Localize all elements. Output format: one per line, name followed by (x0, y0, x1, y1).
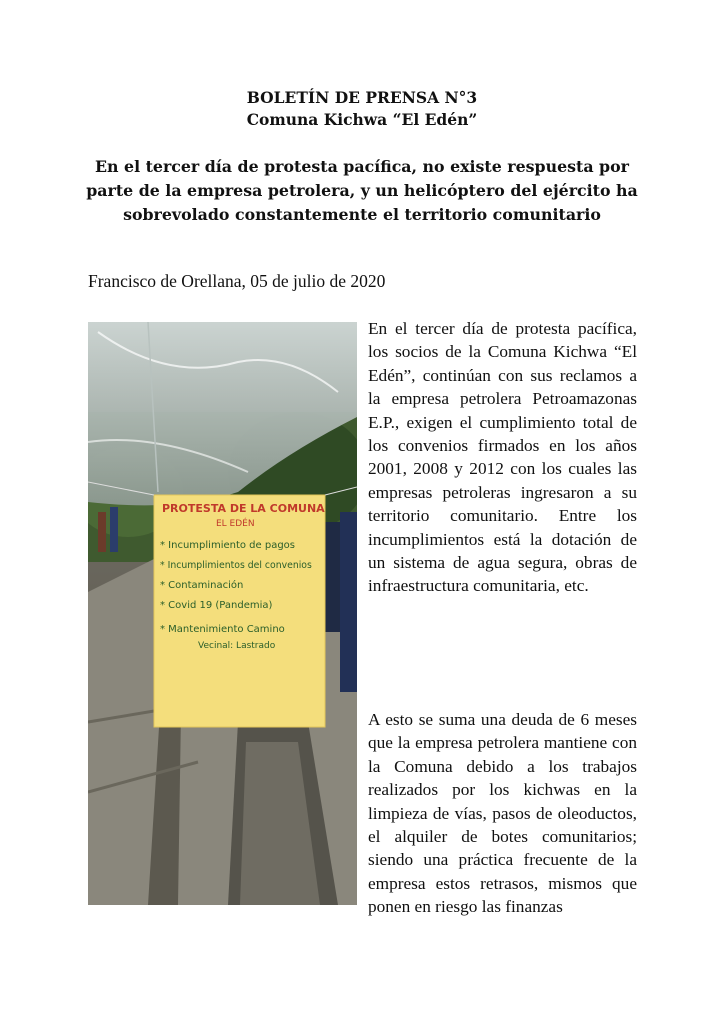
sign-subtitle: EL EDÉN (216, 519, 255, 529)
protest-photo (88, 322, 357, 905)
sign-title: PROTESTA DE LA COMUNA (162, 502, 325, 515)
bulletin-number: BOLETÍN DE PRENSA N°3 (246, 88, 478, 107)
community-name: Comuna Kichwa “El Edén” (246, 110, 478, 129)
headline: En el tercer día de protesta pacífica, no existe respuesta por parte de la empresa petrolera, y un helicóptero del ejército ha sobrevolado constantemente el territorio comunitario (86, 157, 638, 224)
sign-item: * Contaminación (160, 580, 244, 591)
body-paragraph-2: A esto se suma una deuda de 6 meses que la empresa petrolera mantiene con la Comuna debido a los trabajos realizados por los kichwas en la limpieza de vías, pasos de oleoductos, el alquiler de botes comunitarios; siendo una práctica frecuente de la empresa estos retrasos, mismos que ponen en riesgo las finanzas (368, 710, 637, 917)
sign-item: Vecinal: Lastrado (198, 641, 276, 651)
sign-item: * Covid 19 (Pandemia) (160, 600, 273, 611)
sign-item: * Incumplimiento de pagos (160, 540, 296, 551)
sign-item: * Mantenimiento Camino (160, 624, 285, 635)
dateline: Francisco de Orellana, 05 de julio de 2020 (88, 271, 386, 291)
body-paragraph-1: En el tercer día de protesta pacífica, los socios de la Comuna Kichwa “El Edén”, continúan con sus reclamos a la empresa petrolera Petroamazonas E.P., exigen el cumplimiento total de los convenios firmados en los años 2001, 2008 y 2012 con los cuales las empresas petroleras ingresaron a su territorio comunitario. Entre los incumplimientos está la dotación de un sistema de agua segura, obras de infraestructura comunitaria, etc. (368, 319, 637, 596)
sign-item: * Incumplimientos del convenios (160, 560, 312, 571)
